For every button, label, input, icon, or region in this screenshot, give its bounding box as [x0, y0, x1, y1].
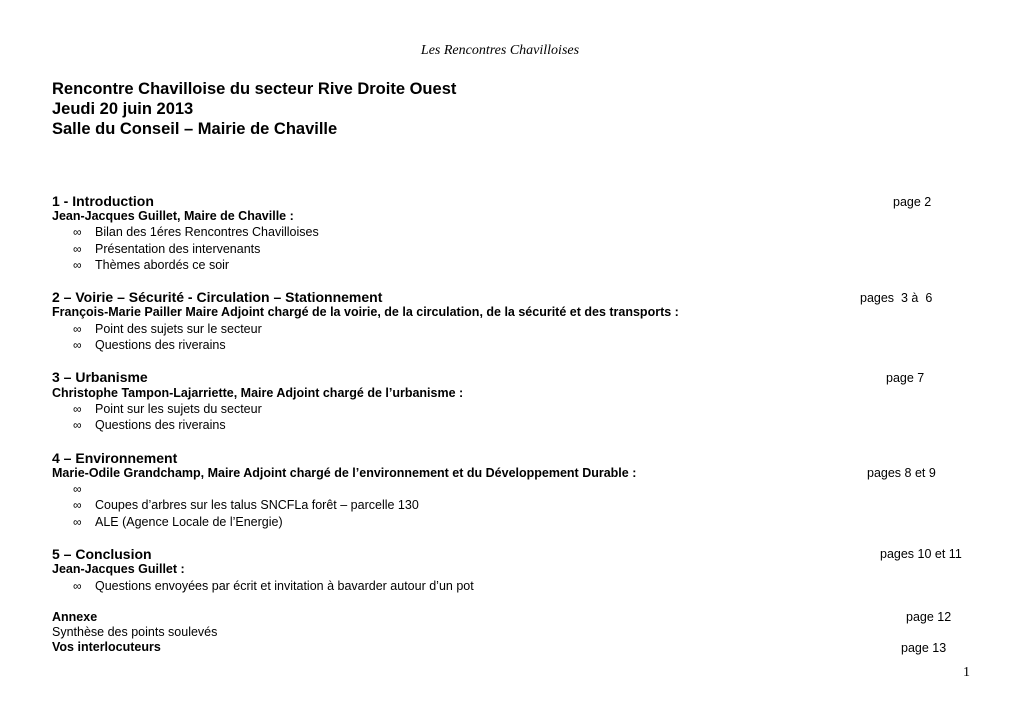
section-3-bullet-1: ∞ Point sur les sujets du secteur	[73, 402, 262, 416]
annexe-page: page 12	[906, 610, 952, 624]
bullet-icon: ∞	[73, 402, 82, 416]
bullet-icon: ∞	[73, 338, 82, 352]
section-4-page: pages 8 et 9	[867, 466, 936, 480]
document-title-line-3: Salle du Conseil – Mairie de Chaville	[52, 120, 338, 138]
section-1-title: 1 - Introduction	[52, 193, 154, 209]
bullet-icon: ∞	[73, 225, 82, 239]
section-5-speaker: Jean-Jacques Guillet :	[52, 562, 185, 576]
section-4-bullet-2: ∞ Coupes d’arbres sur les talus SNCFLa forêt – parcelle 130	[73, 498, 419, 512]
section-3-bullet-2: ∞ Questions des riverains	[73, 418, 226, 432]
section-4-speaker: Marie-Odile Grandchamp, Maire Adjoint chargé de l’environnement et du Développement Durable :	[52, 466, 637, 480]
section-5-title: 5 – Conclusion	[52, 546, 152, 562]
page-number: 1	[963, 665, 970, 680]
running-header: Les Rencontres Chavilloises	[420, 43, 580, 58]
bullet-icon: ∞	[73, 579, 82, 593]
contacts-page: page 13	[901, 641, 947, 655]
section-5-page: pages 10 et 11	[880, 547, 962, 561]
section-4-bullet-1	[73, 482, 95, 496]
bullet-icon: ∞	[73, 482, 82, 496]
bullet-icon: ∞	[73, 515, 82, 529]
bullet-icon: ∞	[73, 242, 82, 256]
bullet-icon: ∞	[73, 498, 82, 512]
bullet-icon: ∞	[73, 418, 82, 432]
section-2-bullet-2: ∞ Questions des riverains	[73, 338, 226, 352]
document-title-line-2: Jeudi 20 juin 2013	[52, 100, 194, 118]
bullet-icon: ∞	[73, 322, 82, 336]
section-3-title: 3 – Urbanisme	[52, 369, 148, 385]
section-4-bullet-3: ∞ ALE (Agence Locale de l’Energie)	[73, 515, 283, 529]
document-title-line-1: Rencontre Chavilloise du secteur Rive Droite Ouest	[52, 80, 457, 98]
section-1-bullet-3: ∞ Thèmes abordés ce soir	[73, 258, 230, 272]
section-3-page: page 7	[886, 371, 925, 385]
section-4-title: 4 – Environnement	[52, 450, 178, 466]
section-1-bullet-2: ∞ Présentation des intervenants	[73, 242, 261, 256]
section-2-speaker: François-Marie Pailler Maire Adjoint chargé de la voirie, de la circulation, de la sécurité et des transports :	[52, 305, 679, 319]
section-1-speaker: Jean-Jacques Guillet, Maire de Chaville :	[52, 209, 294, 223]
section-2-bullet-1: ∞ Point des sujets sur le secteur	[73, 322, 262, 336]
section-1-bullet-1: ∞ Bilan des 1éres Rencontres Chavilloises	[73, 225, 319, 239]
section-3-speaker: Christophe Tampon-Lajarriette, Maire Adjoint chargé de l’urbanisme :	[52, 386, 464, 400]
section-2-page: pages 3 à 6	[860, 291, 933, 305]
bullet-icon: ∞	[73, 258, 82, 272]
contacts-title: Vos interlocuteurs	[52, 640, 161, 654]
annexe-summary: Synthèse des points soulevés	[52, 625, 218, 639]
section-1-page: page 2	[893, 195, 932, 209]
section-2-title: 2 – Voirie – Sécurité - Circulation – Stationnement	[52, 289, 383, 305]
annexe-title: Annexe	[52, 610, 98, 624]
section-5-bullet-1: ∞ Questions envoyées par écrit et invitation à bavarder autour d’un pot	[73, 579, 474, 593]
